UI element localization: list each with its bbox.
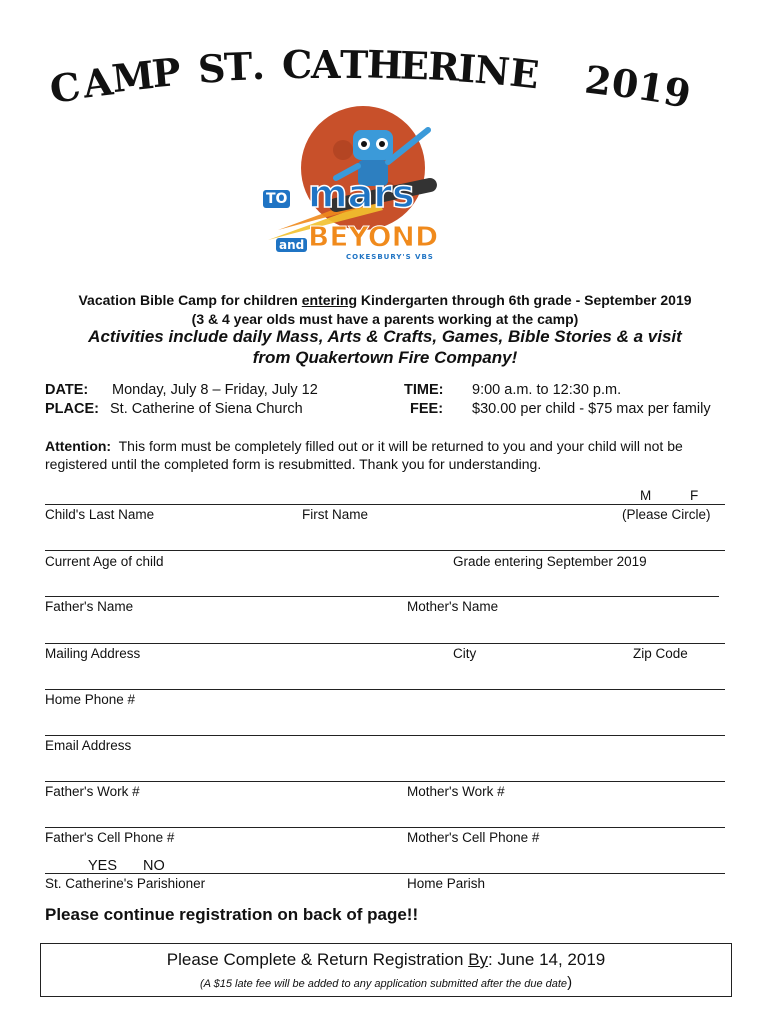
activities-line-2: from Quakertown Fire Company! [252, 348, 518, 367]
parishioner-label: St. Catherine's Parishioner [45, 876, 206, 891]
vbs-logo [258, 100, 468, 280]
title-char: 0 [609, 59, 643, 108]
return-deadline-text [41, 950, 731, 970]
form-line-cell-phones[interactable] [45, 827, 725, 828]
logo-text-and: and [276, 238, 307, 252]
date-label: DATE: [45, 382, 89, 398]
form-line-home-phone[interactable] [45, 689, 725, 690]
current-age-label: Current Age of child [45, 554, 164, 569]
mothers-cell-label: Mother's Cell Phone # [407, 830, 540, 845]
form-line-age-grade[interactable] [45, 550, 725, 551]
page-title [0, 0, 770, 118]
title-char: N [473, 46, 513, 95]
title-char: M [109, 51, 158, 102]
fee-label: FEE: [410, 401, 444, 417]
first-name-label: First Name [302, 507, 369, 522]
title-char: E [507, 49, 543, 98]
attention-label: Attention: [45, 438, 112, 454]
form-line-address[interactable] [45, 643, 725, 644]
form-line-parents[interactable] [45, 596, 719, 597]
email-address-label: Email Address [45, 738, 132, 753]
title-char: R [426, 43, 462, 90]
zip-code-label: Zip Code [633, 646, 688, 661]
logo-text-to: TO [263, 190, 290, 208]
attention-notice [45, 437, 735, 473]
form-line-work-phones[interactable] [45, 781, 725, 782]
mailing-address-label: Mailing Address [45, 646, 141, 661]
return-deadline-pre: Please Complete & Return Registration [166, 950, 469, 969]
date-value: Monday, July 8 – Friday, July 12 [112, 382, 318, 398]
title-char: I [456, 45, 479, 92]
title-char: A [311, 42, 342, 87]
fathers-cell-label: Father's Cell Phone # [45, 830, 175, 845]
title-char: E [399, 42, 431, 89]
header-line-1 [0, 292, 770, 308]
fathers-name-label: Father's Name [45, 599, 134, 614]
mothers-name-label: Mother's Name [407, 599, 499, 614]
continue-notice: Please continue registration on back of page!! [45, 905, 419, 924]
time-label: TIME: [404, 382, 444, 398]
late-fee-note-close: ) [567, 974, 573, 991]
attention-text: This form must be completely filled out or it will be returned to you and your child will not be registered until the completed form is resubmitted. Thank you for understanding. [45, 438, 683, 472]
parishioner-no[interactable]: NO [143, 858, 165, 874]
fathers-work-label: Father's Work # [45, 784, 140, 799]
title-char: H [366, 41, 405, 88]
title-char: P [150, 48, 184, 97]
mothers-work-label: Mother's Work # [407, 784, 505, 799]
fee-value: $30.00 per child - $75 max per family [472, 401, 711, 417]
header-line-1-post: Kindergarten through 6th grade - September 2019 [357, 292, 692, 308]
return-deadline-date: : June 14, 2019 [488, 950, 606, 969]
late-fee-note [41, 974, 731, 991]
place-label: PLACE: [45, 401, 99, 417]
title-char: C [282, 42, 314, 87]
header-line-1-pre: Vacation Bible Camp for children [78, 292, 302, 308]
title-char: A [80, 58, 117, 107]
childs-last-name-label: Child's Last Name [45, 507, 155, 522]
late-fee-note-text: (A $15 late fee will be added to any application submitted after the due date [199, 978, 568, 990]
title-char: . [252, 43, 267, 88]
form-line-child-name[interactable] [45, 504, 725, 505]
header-line-1-underlined: entering [301, 292, 357, 308]
form-line-email[interactable] [45, 735, 725, 736]
logo-text-mars: mars [308, 172, 415, 216]
please-circle-label: (Please Circle) [622, 507, 711, 522]
title-char: T [339, 41, 370, 88]
time-value: 9:00 a.m. to 12:30 p.m. [472, 382, 622, 398]
home-parish-label: Home Parish [407, 876, 486, 891]
activities-line-1: Activities include daily Mass, Arts & Crafts, Games, Bible Stories & a visit [88, 327, 682, 346]
gender-f[interactable]: F [690, 488, 699, 503]
title-char: 2 [582, 56, 616, 105]
home-phone-label: Home Phone # [45, 692, 136, 707]
return-deadline-by: By [468, 950, 489, 969]
place-value: St. Catherine of Siena Church [110, 401, 303, 417]
gender-m[interactable]: M [640, 488, 652, 503]
parishioner-yes[interactable]: YES [88, 858, 118, 874]
title-char: S [196, 45, 228, 92]
title-char: 9 [660, 67, 696, 118]
logo-publisher: COKESBURY'S VBS [346, 253, 434, 261]
title-char: 1 [634, 63, 669, 112]
grade-entering-label: Grade entering September 2019 [453, 554, 647, 569]
form-line-parish[interactable] [45, 873, 725, 874]
city-label: City [453, 646, 477, 661]
logo-text-beyond: BEYOND [308, 220, 439, 253]
header-line-2: (3 & 4 year olds must have a parents working at the camp) [191, 311, 579, 327]
title-char: T [223, 43, 255, 90]
title-char: C [47, 63, 85, 112]
return-deadline-box [40, 943, 732, 997]
